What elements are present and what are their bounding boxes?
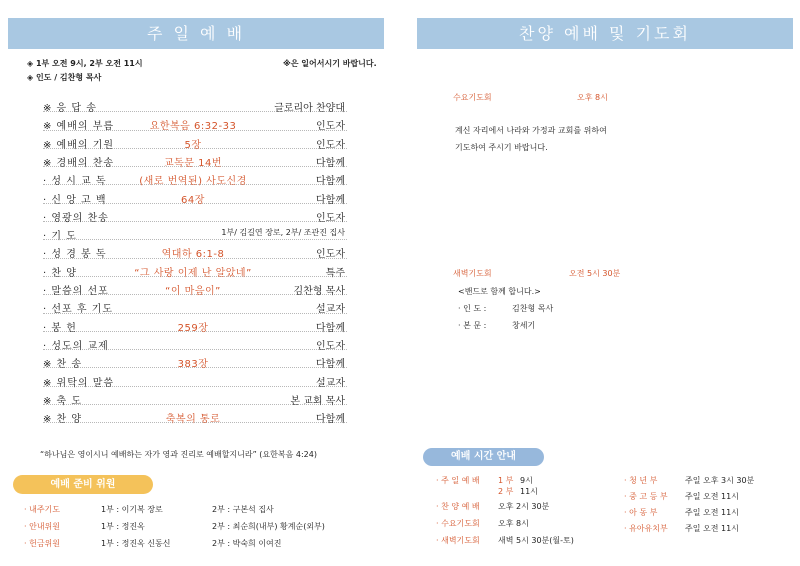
order-row bbox=[43, 350, 347, 371]
order-item-detail: 교독문 14번 bbox=[163, 157, 223, 169]
order-item-name: · 신 앙 고 백 bbox=[43, 194, 107, 206]
committee-second: 2부 : 최순희(내부) 황계순(외부) bbox=[212, 522, 325, 531]
order-row bbox=[43, 277, 347, 295]
department-label: · 아 동 부 bbox=[624, 508, 658, 517]
order-row bbox=[43, 94, 347, 112]
order-row bbox=[43, 240, 347, 261]
order-row bbox=[43, 369, 347, 387]
order-item-name: · 기 도 bbox=[43, 231, 77, 243]
order-item-person: 인도자 bbox=[316, 212, 345, 224]
order-item-person: 다함께 bbox=[316, 359, 345, 371]
order-item-name: ※ 위탁의 말씀 bbox=[43, 377, 115, 389]
order-item-person: 다함께 bbox=[316, 322, 345, 334]
department-label: · 중 고 등 부 bbox=[624, 492, 668, 501]
right-header: 찬양 예배 및 기도회 bbox=[417, 18, 793, 49]
order-row bbox=[43, 387, 347, 405]
order-item-person: 설교자 bbox=[316, 304, 345, 316]
order-item-detail: 요한복음 6:32-33 bbox=[149, 121, 237, 133]
order-item-detail: 383장 bbox=[177, 359, 209, 371]
order-item-name: · 성 시 교 독 bbox=[43, 176, 107, 188]
diamond-icon: ◈ bbox=[27, 73, 34, 82]
order-row bbox=[43, 295, 347, 316]
order-row bbox=[43, 167, 347, 188]
order-item-person: 인도자 bbox=[316, 121, 345, 133]
committee-role: · 헌금위원 bbox=[24, 539, 60, 548]
order-item-person: 인도자 bbox=[316, 340, 345, 352]
order-row bbox=[43, 131, 347, 149]
dawn-text-label: · 본 문 : bbox=[458, 321, 487, 330]
order-item-name: · 봉 헌 bbox=[43, 322, 77, 334]
order-item-name: ※ 찬 송 bbox=[43, 359, 83, 371]
order-item-name: · 영광의 찬송 bbox=[43, 212, 109, 224]
order-item-person: 본 교회 목사 bbox=[290, 395, 345, 407]
wednesday-line1: 계신 자리에서 나라와 가정과 교회를 위하여 bbox=[455, 126, 607, 135]
order-item-person: 특주 bbox=[325, 267, 345, 279]
order-item-person: 인도자 bbox=[316, 249, 345, 261]
order-item-name: ※ 찬 양 bbox=[43, 414, 83, 426]
order-row bbox=[43, 112, 347, 133]
order-item-detail: 축복의 통로 bbox=[165, 414, 221, 426]
schedule-praise-value: 오후 2시 30분 bbox=[498, 502, 550, 511]
order-row bbox=[43, 186, 347, 204]
order-item-name: · 선포 후 기도 bbox=[43, 304, 114, 316]
committee-second: 2부 : 구본석 집사 bbox=[212, 505, 274, 514]
schedule-wed-label: · 수요기도회 bbox=[436, 519, 480, 528]
leader-line bbox=[27, 72, 101, 83]
committee-second: 2부 : 박숙희 이여진 bbox=[212, 539, 282, 548]
wednesday-time: 오후 8시 bbox=[577, 93, 608, 102]
department-time: 주일 오전 11시 bbox=[685, 524, 739, 533]
department-time: 주일 오후 3시 30분 bbox=[685, 476, 755, 485]
order-item-name: · 말씀의 선포 bbox=[43, 286, 109, 297]
committee-first: 1부 : 정진옥 bbox=[101, 522, 145, 531]
order-item-name: ※ 응 답 송 bbox=[43, 103, 97, 114]
department-label: · 청 년 부 bbox=[624, 476, 658, 485]
order-item-name: ※ 경배의 찬송 bbox=[43, 157, 115, 169]
order-item-name: · 성 경 봉 독 bbox=[43, 249, 107, 261]
dawn-text: 창세기 bbox=[512, 321, 536, 330]
schedule-praise-label: · 찬 양 예 배 bbox=[436, 502, 480, 511]
order-item-name: · 성도의 교제 bbox=[43, 340, 109, 352]
standing-note: ※은 일어서시기 바랍니다. bbox=[283, 59, 377, 68]
wednesday-title: 수요기도회 bbox=[453, 93, 492, 102]
order-item-detail: 64장 bbox=[181, 194, 205, 206]
order-row bbox=[43, 149, 347, 167]
committee-first: 1부 : 정진옥 신동신 bbox=[101, 539, 171, 548]
dawn-leader: 김찬형 목사 bbox=[512, 304, 554, 313]
order-row bbox=[43, 222, 347, 243]
diamond-icon: ◈ bbox=[27, 59, 34, 68]
order-row bbox=[43, 204, 347, 222]
schedule-sunday-label: · 주 일 예 배 bbox=[436, 476, 480, 485]
wednesday-line2: 기도하여 주시기 바랍니다. bbox=[455, 143, 548, 152]
order-item-person: 1부/ 김길연 장로, 2부/ 조관진 집사 bbox=[221, 228, 345, 238]
leader-text: 인도 / 김찬형 목사 bbox=[35, 73, 102, 82]
order-row bbox=[43, 332, 347, 350]
schedule-sunday-t1: 9시 bbox=[520, 476, 533, 485]
order-item-detail: 5장 bbox=[184, 139, 202, 151]
order-item-person: 김찬형 목사 bbox=[293, 286, 345, 297]
order-row bbox=[43, 405, 347, 426]
department-time: 주일 오전 11시 bbox=[685, 508, 739, 517]
committee-first: 1부 : 이기복 장로 bbox=[101, 505, 163, 514]
schedule-dawn-value: 새벽 5시 30분(월-토) bbox=[498, 536, 574, 545]
order-item-name: ※ 축 도 bbox=[43, 395, 83, 407]
schedule-sunday-v1: 1 부 bbox=[498, 476, 514, 485]
left-header: 주 일 예 배 bbox=[8, 18, 384, 49]
service-times bbox=[27, 58, 143, 69]
dawn-leader-label: · 인 도 : bbox=[458, 304, 487, 313]
schedule-dawn-label: · 새벽기도회 bbox=[436, 536, 480, 545]
order-item-detail: (새로 번역된) 사도신경 bbox=[139, 176, 247, 188]
order-item-person: 다함께 bbox=[316, 194, 345, 206]
schedule-wed-value: 오후 8시 bbox=[498, 519, 529, 528]
department-time: 주일 오전 11시 bbox=[685, 492, 739, 501]
order-row bbox=[43, 314, 347, 332]
dawn-title: 새벽기도회 bbox=[453, 269, 492, 278]
order-item-person: 다함께 bbox=[316, 414, 345, 426]
order-item-person: 다함께 bbox=[316, 157, 345, 169]
schedule-title: 예배 시간 안내 bbox=[423, 448, 544, 466]
dawn-band: <밴드로 함께 합니다.> bbox=[458, 287, 541, 296]
order-item-detail: 역대하 6:1-8 bbox=[161, 249, 225, 261]
committee-title: 예배 준비 위원 bbox=[13, 475, 153, 494]
order-item-person: 다함께 bbox=[316, 176, 345, 188]
schedule-sunday-v2: 2 부 bbox=[498, 487, 514, 496]
committee-role: · 내주기도 bbox=[24, 505, 60, 514]
bible-verse: “하나님은 영이시니 예배하는 자가 영과 진리로 예배할지니라” (요한복음 4:24) bbox=[40, 450, 317, 459]
order-item-name: ※ 예배의 기원 bbox=[43, 139, 115, 151]
order-item-detail: “그 사랑 이제 난 알았네” bbox=[134, 267, 252, 279]
order-item-person: 글로리아 찬양대 bbox=[274, 103, 345, 114]
committee-role: · 안내위원 bbox=[24, 522, 60, 531]
order-item-detail: “이 마음이” bbox=[165, 286, 221, 297]
department-label: · 유아유치부 bbox=[624, 524, 668, 533]
order-item-person: 인도자 bbox=[316, 139, 345, 151]
dawn-time: 오전 5시 30분 bbox=[569, 269, 621, 278]
service-times-text: 1부 오전 9시, 2부 오전 11시 bbox=[35, 59, 143, 68]
order-item-name: ※ 예배의 부름 bbox=[43, 121, 115, 133]
order-item-detail: 259장 bbox=[177, 322, 209, 334]
schedule-sunday-t2: 11시 bbox=[520, 487, 538, 496]
order-row bbox=[43, 259, 347, 277]
order-item-name: · 찬 양 bbox=[43, 267, 77, 279]
order-item-person: 설교자 bbox=[316, 377, 345, 389]
